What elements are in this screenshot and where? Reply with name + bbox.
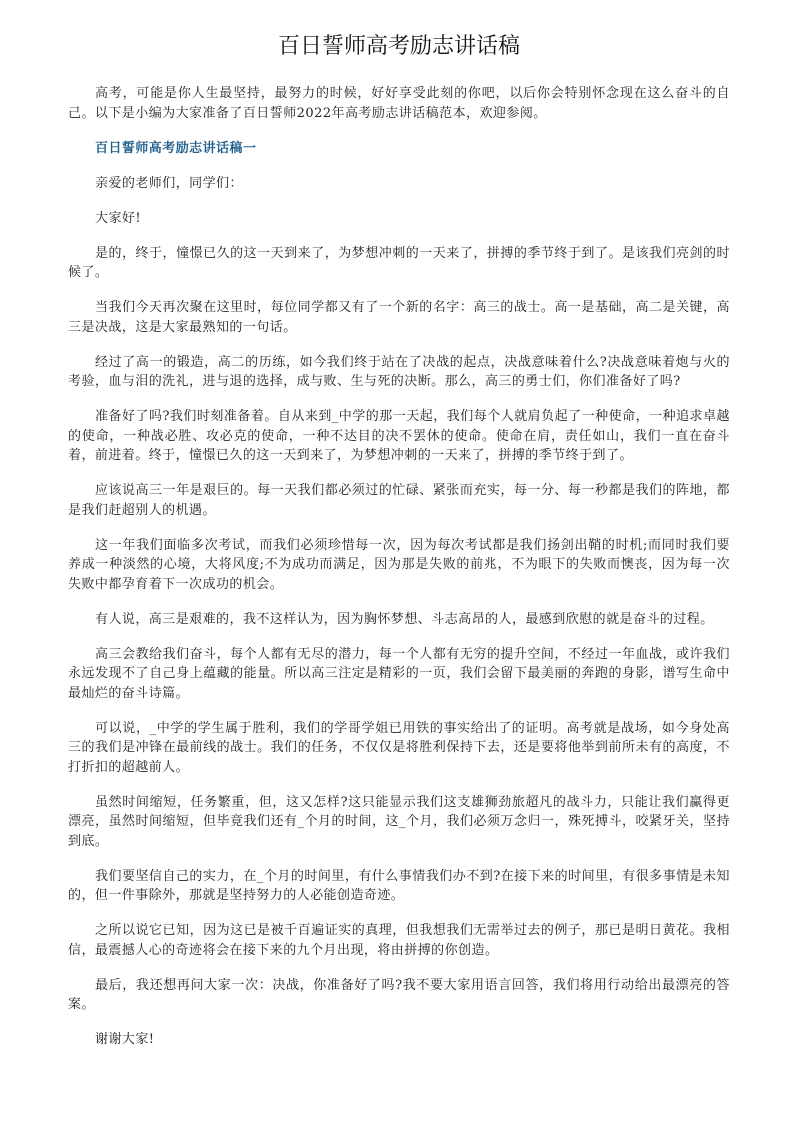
paragraph: 是的，终于，憧憬已久的这一天到来了，为梦想冲刺的一天来了，拼搏的季节终于到了。是该我们亮剑的时候了。 (68, 245, 730, 280)
paragraph: 当我们今天再次聚在这里时，每位同学都又有了一个新的名字：高三的战士。高一是基础，高二是关键，高三是决战，这是大家最熟知的一句话。 (68, 300, 730, 335)
paragraph: 这一年我们面临多次考试，而我们必须珍惜每一次，因为每次考试都是我们扬剑出鞘的时机;而同时我们要养成一种淡然的心境，大将风度;不为成功而满足，因为那是失败的前兆，不为眼下的失败而懊丧，因为每一次失败中都孕育着下一次成功的机会。 (68, 537, 730, 592)
paragraph: 谢谢大家! (95, 1032, 155, 1047)
paragraph: 高三会教给我们奋斗，每个人都有无尽的潜力，每一个人都有无穷的提升空间，不经过一年血战，或许我们永远发现不了自己身上蕴藏的能量。所以高三注定是精彩的一页，我们会留下最美丽的奔跑的身影，谱写生命中最灿烂的奋斗诗篇。 (68, 646, 730, 701)
section-heading: 百日誓师高考励志讲话稿一 (95, 140, 257, 156)
paragraph: 虽然时间缩短，任务繁重，但，这又怎样?这只能显示我们这支雄狮劲旅超凡的战斗力，只能让我们赢得更漂亮，虽然时间缩短，但毕竟我们还有_个月的时间，这_个月，我们必须万念归一，殊死搏斗，咬紧牙关，坚持到底。 (68, 794, 730, 849)
paragraph: 经过了高一的锻造，高二的历练，如今我们终于站在了决战的起点，决战意味着什么?决战意味着炮与火的考验，血与泪的洗礼，进与退的选择，成与败、生与死的决断。那么，高三的勇士们，你们准备好了吗? (68, 354, 730, 389)
intro-paragraph: 高考，可能是你人生最坚持，最努力的时候，好好享受此刻的你吧，以后你会特别怀念现在这么奋斗的自己。以下是小编为大家准备了百日誓师2022年高考励志讲话稿范本，欢迎参阅。 (68, 86, 730, 121)
document-title: 百日誓师高考励志讲话稿 (277, 34, 520, 59)
document-page (68, 30, 730, 1065)
paragraph: 我们要坚信自己的实力，在_个月的时间里，有什么事情我们办不到?在接下来的时间里，有很多事情是未知的，但一件事除外，那就是坚持努力的人必能创造奇迹。 (68, 868, 730, 903)
paragraph: 准备好了吗?我们时刻准备着。自从来到_中学的那一天起，我们每个人就肩负起了一种使命，一种追求卓越的使命，一种战必胜、攻必克的使命，一种不达目的决不罢休的使命。使命在肩，责任如山，我们一直在奋斗着，前进着。终于，憧憬已久的这一天到来了，为梦想冲刺的一天来了，拼搏的季节终于到了。 (68, 409, 730, 463)
paragraph: 可以说，_中学的学生属于胜利，我们的学哥学姐已用铁的事实给出了的证明。高考就是战场，如今身处高三的我们是冲锋在最前线的战士。我们的任务，不仅仅是将胜利保持下去，还是要将他举到前所未有的高度，不打折扣的超越前人。 (68, 720, 730, 775)
paragraph: 大家好! (95, 210, 142, 226)
paragraph: 有人说，高三是艰难的，我不这样认为，因为胸怀梦想、斗志高昂的人，最感到欣慰的就是奋斗的过程。 (95, 611, 714, 627)
paragraph: 应该说高三一年是艰巨的。每一天我们都必须过的忙碌、紧张而充实，每一分、每一秒都是我们的阵地，都是我们赶超别人的机遇。 (68, 483, 730, 518)
paragraph: 亲爱的老师们，同学们： (95, 175, 243, 191)
paragraph: 最后，我还想再问大家一次：决战，你准备好了吗?我不要大家用语言回答，我们将用行动给出最漂亮的答案。 (68, 977, 730, 1012)
paragraph: 之所以说它已知，因为这已是被千百遍证实的真理，但我想我们无需举过去的例子，那已是明日黄花。我相信，最震撼人心的奇迹将会在接下来的九个月出现，将由拼搏的你创造。 (68, 923, 730, 958)
